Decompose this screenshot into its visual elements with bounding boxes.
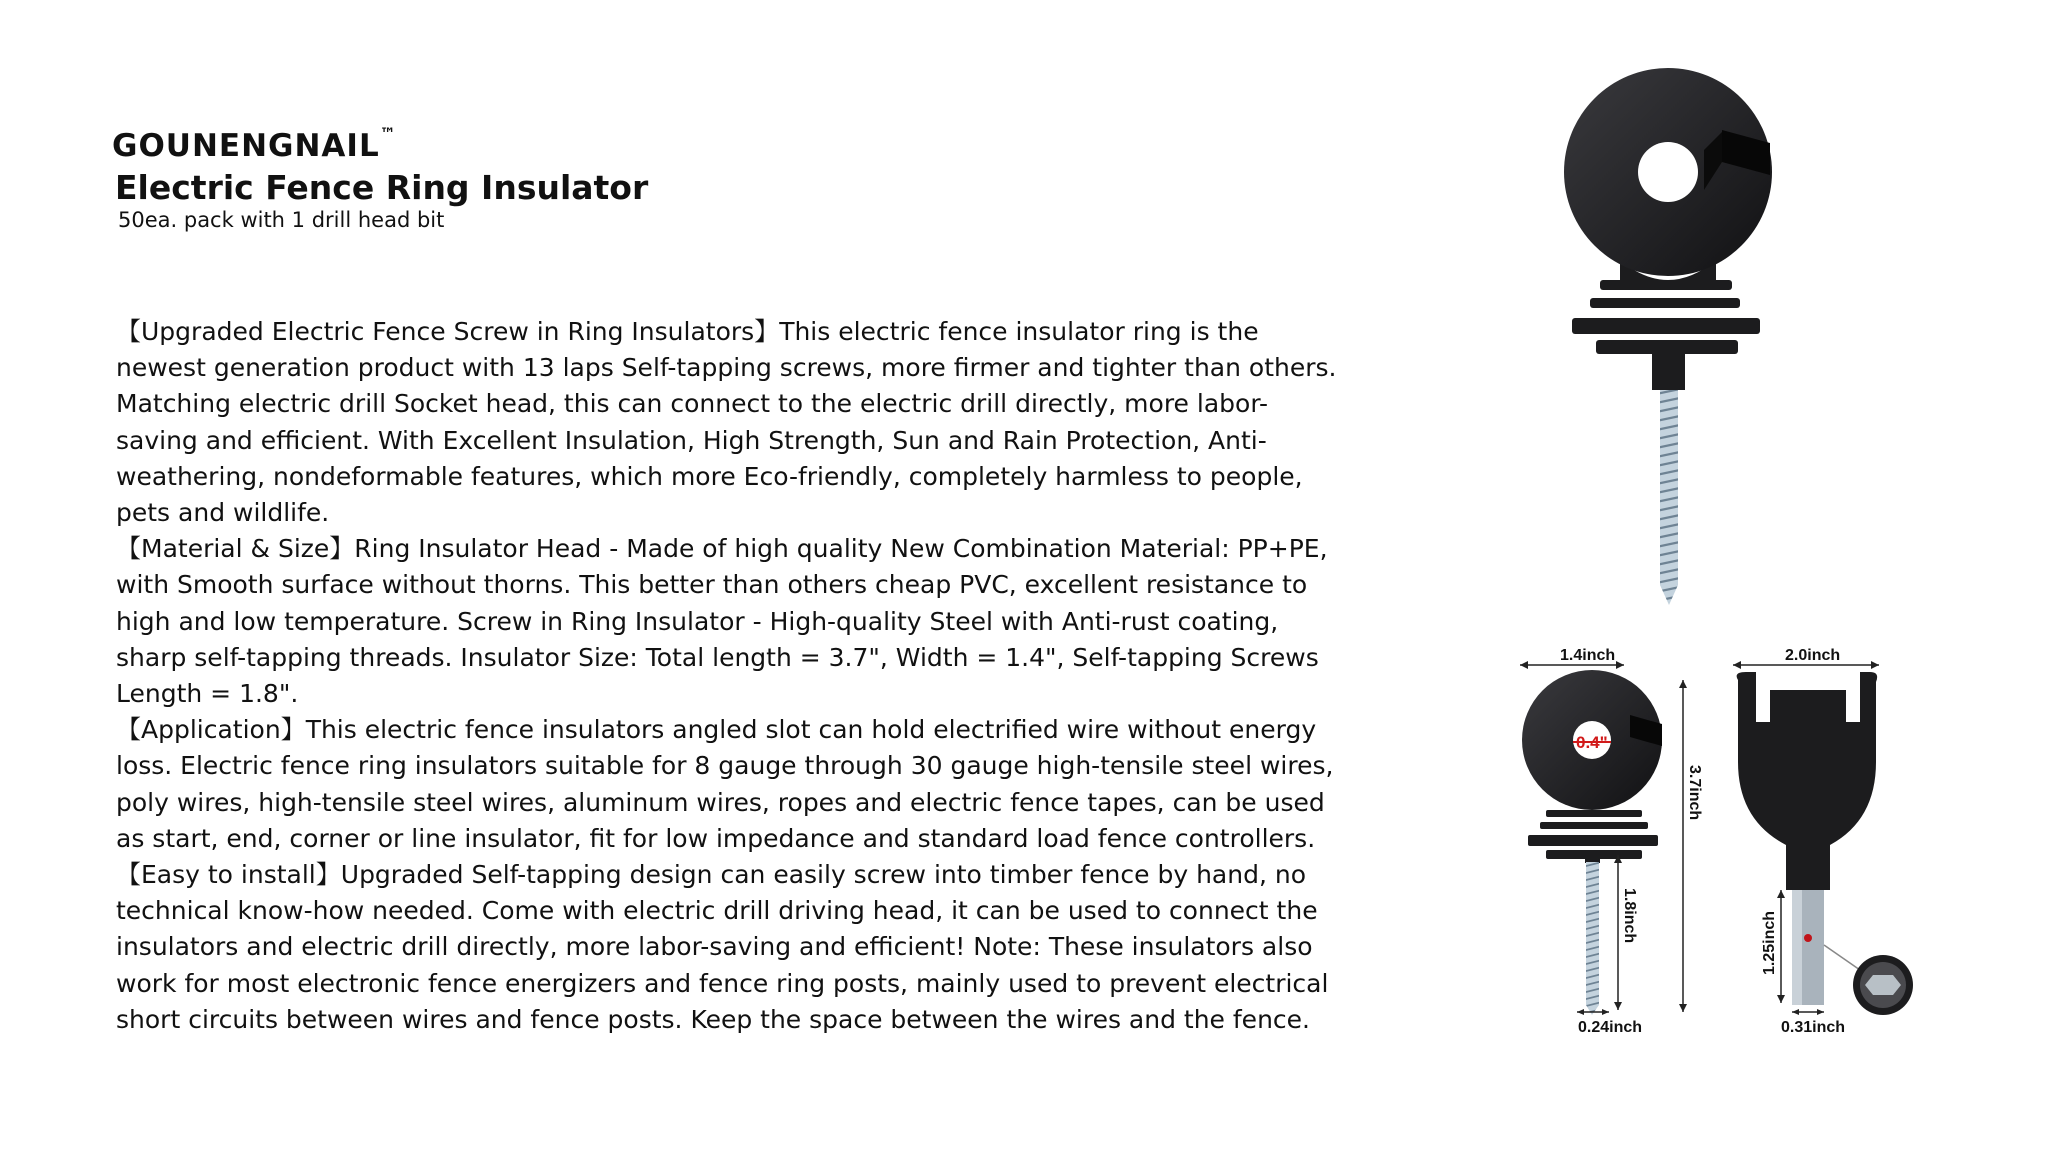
dim-bit-dia-label: 0.31inch bbox=[1781, 1019, 1846, 1036]
paragraph-heading: 【Material & Size】 bbox=[116, 534, 355, 564]
paragraph-text: Upgraded Self-tapping design can easily screw into timber fence by hand, no technical know-how needed. Come with electric drill driving head, it can be used to connect the insulators and electric drill directly, more labor-saving and efficient! Note: These insulators also work for most electronic fence energizers and fence ring posts, mainly used to prevent electrical short circuits between wires and fence posts. Keep the space between the wires and the fence. bbox=[116, 860, 1329, 1034]
trademark-symbol: ™ bbox=[379, 123, 397, 143]
dim-width-label: 1.4inch bbox=[1560, 647, 1616, 664]
paragraph-heading: 【Easy to install】 bbox=[116, 860, 341, 890]
product-subtitle: 50ea. pack with 1 drill head bit bbox=[118, 208, 445, 232]
product-title: Electric Fence Ring Insulator bbox=[115, 168, 649, 207]
paragraph-text: Ring Insulator Head - Made of high quality New Combination Material: PP+PE, with Smooth surface without thorns. This better than others cheap PVC, excellent resistance to high and low temperature. Screw in Ring Insulator - High-quality Steel with Anti-rust coating, sharp self-tapping threads. Insulator Size: Total length = 3.7", Width = 1.4", Self-tapping Screws Length = 1.8". bbox=[116, 534, 1328, 709]
ring-insulator-image bbox=[1564, 68, 1772, 605]
brand-name: GOUNENGNAIL bbox=[112, 128, 380, 164]
paragraph-heading: 【Application】 bbox=[116, 715, 306, 745]
dim-hole-label: 0.4" bbox=[1576, 733, 1608, 752]
paragraph-text: This electric fence insulator ring is the newest generation product with 13 laps Self-tapping screws, more firmer and tighter than others. Matching electric drill Socket head, this can connect to the electric drill directly, more labor-saving and efficient. With Excellent Insulation, High Strength, Sun and Rain Protection, Anti-weathering, nondeformable features, which more Eco-friendly, completely harmless to people, pets and wildlife. bbox=[116, 317, 1337, 528]
dim-screw-dia-label: 0.24inch bbox=[1578, 1019, 1643, 1036]
paragraph-text: This electric fence insulators angled slot can hold electrified wire without energy loss. Electric fence ring insulators suitable for 8 gauge through 30 gauge high-tensile steel wires, poly wires, high-tensile steel wires, aluminum wires, ropes and electric fence tapes, can be used as start, end, corner or line insulator, fit for low impedance and standard load fence controllers. bbox=[116, 715, 1334, 853]
paragraph-heading: 【Upgraded Electric Fence Screw in Ring Insulators】 bbox=[116, 317, 780, 346]
insulator-diagram bbox=[1520, 647, 1703, 1036]
dim-bit-length-label: 1.25inch bbox=[1761, 910, 1778, 975]
dim-bit-width-label: 2.0inch bbox=[1785, 647, 1841, 664]
drill-bit-diagram bbox=[1733, 647, 1913, 1036]
dim-total-length-label: 3.7inch bbox=[1686, 765, 1703, 821]
dim-screw-length-label: 1.8inch bbox=[1621, 888, 1638, 944]
